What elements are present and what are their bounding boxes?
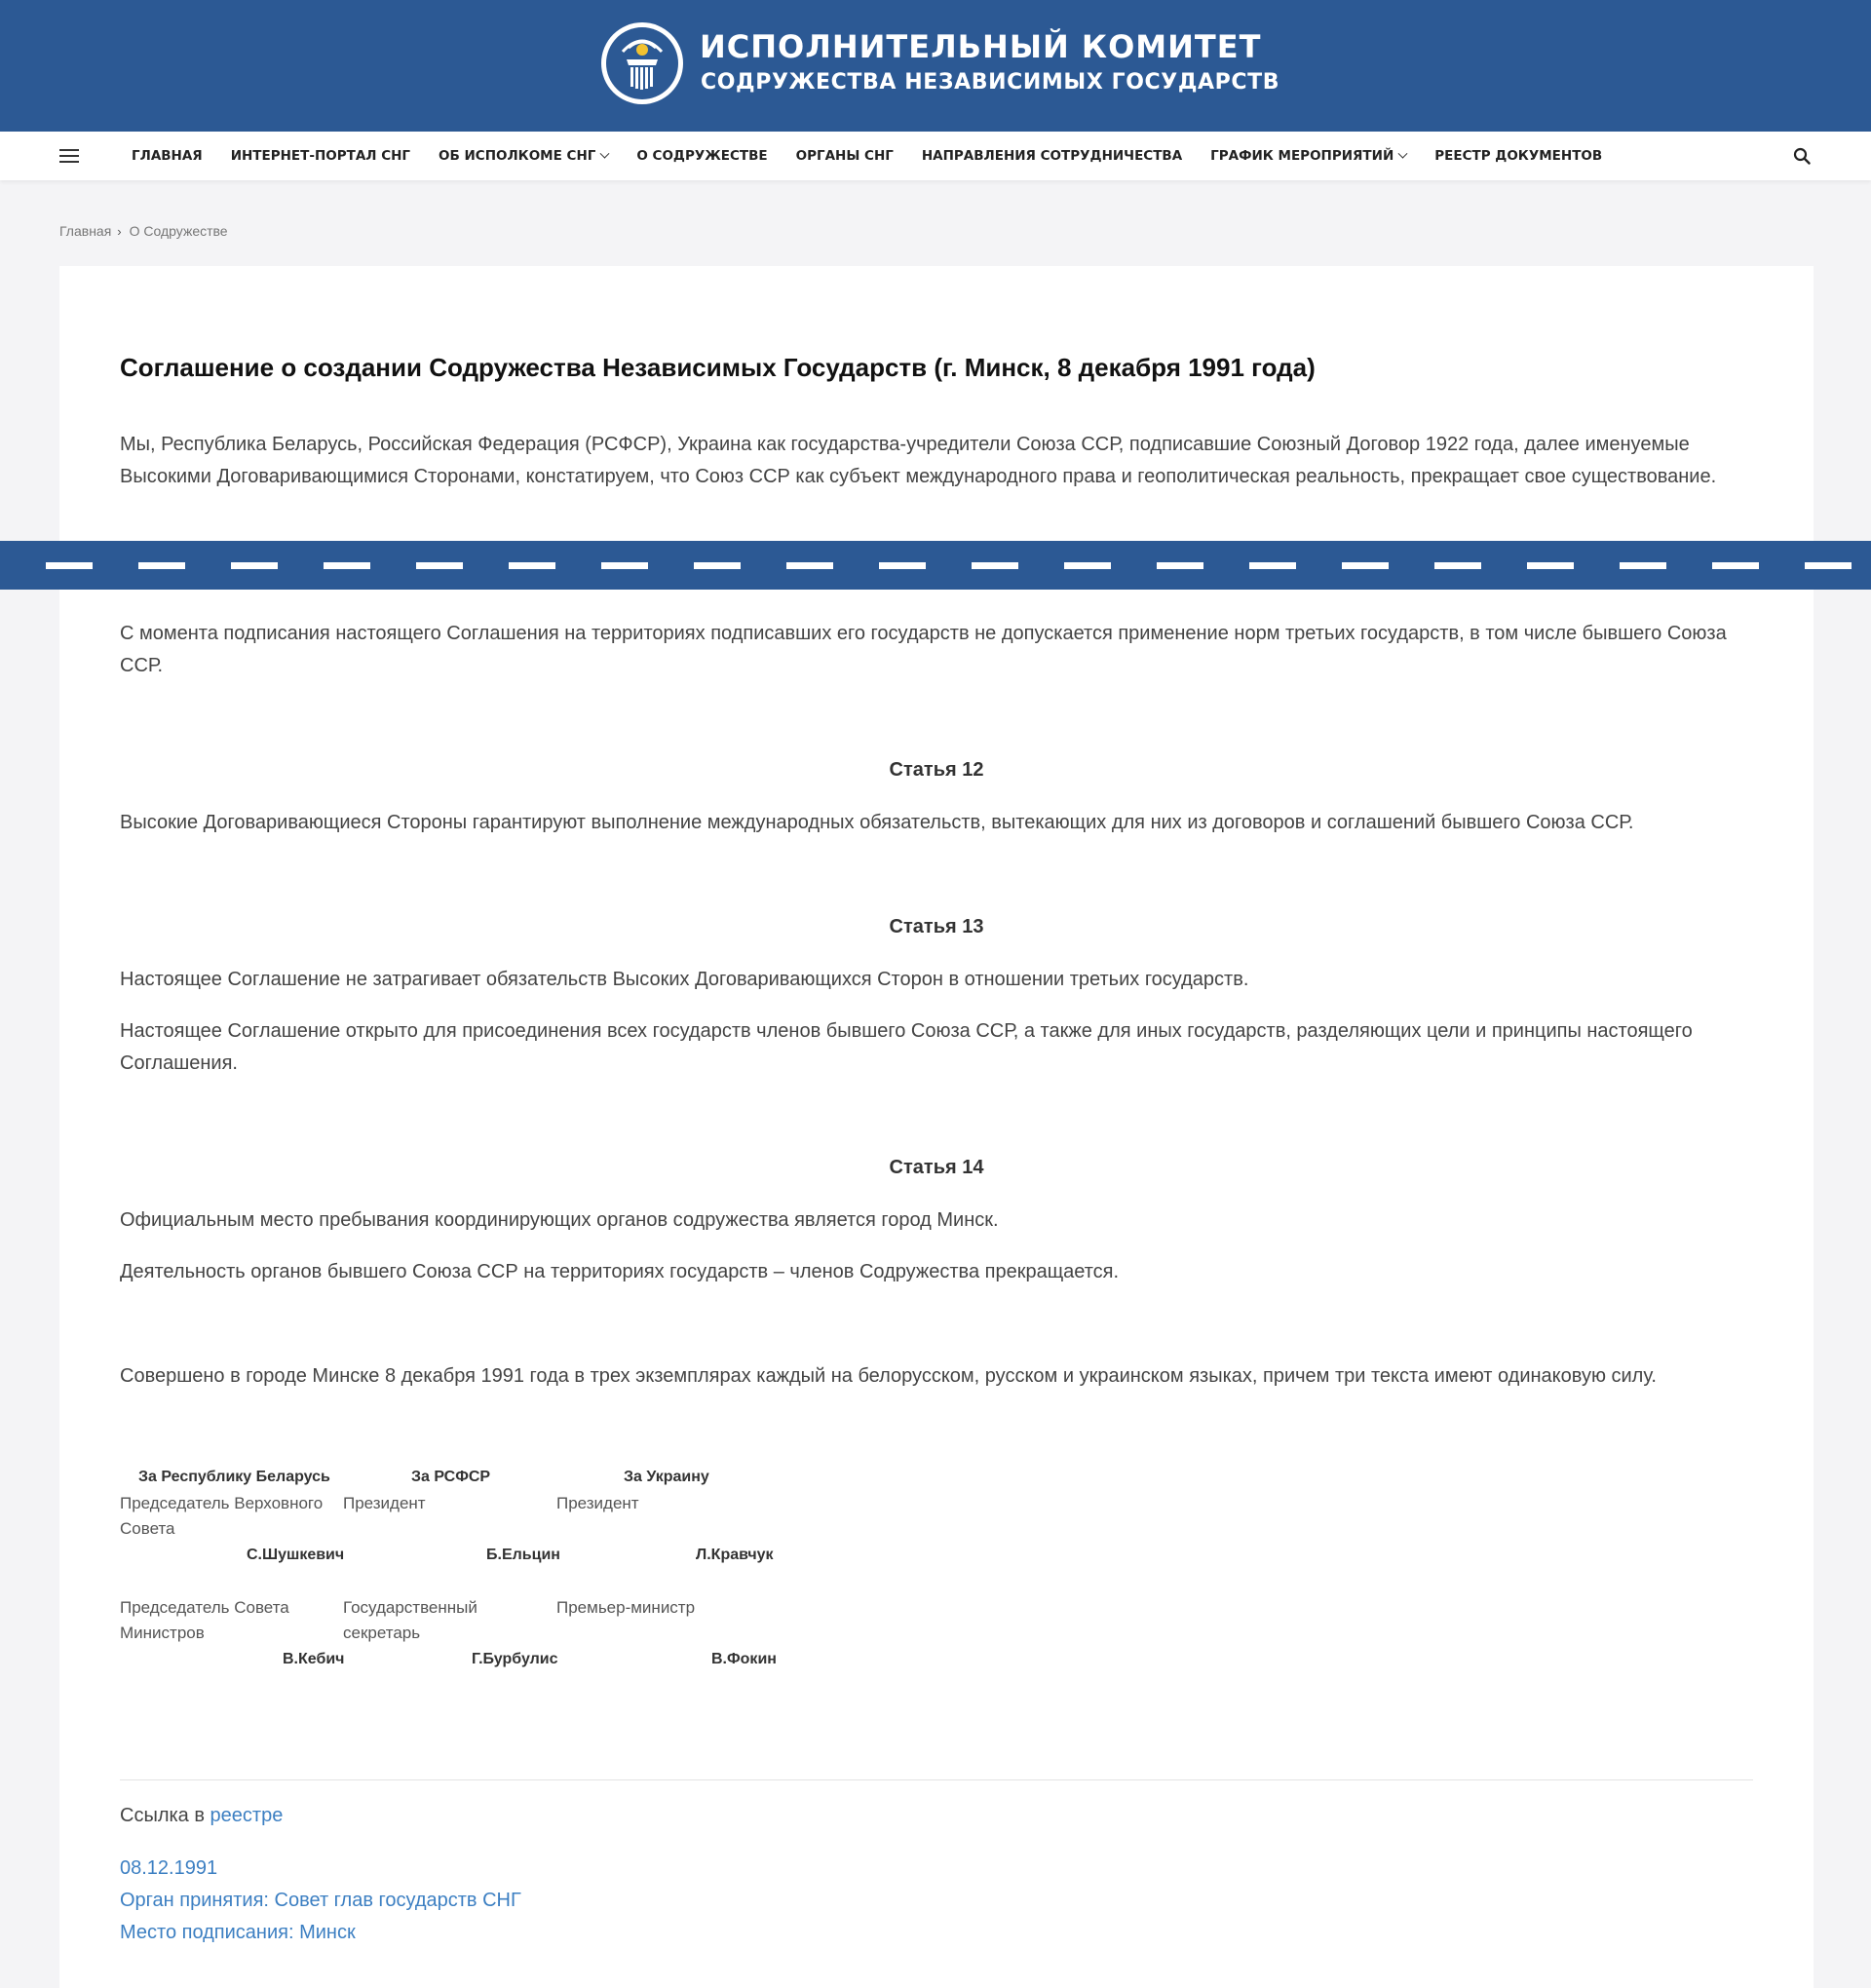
signatory-role: Премьер-министр	[556, 1598, 696, 1617]
page-title: Соглашение о создании Содружества Независимых Государств (г. Минск, 8 декабря 1991 года)	[120, 353, 1316, 382]
signature-heading-belarus: За Республику Беларусь	[138, 1469, 330, 1485]
registry-link[interactable]: реестре	[210, 1805, 284, 1826]
signing-place-link[interactable]: Место подписания: Минск	[120, 1922, 356, 1943]
registry-reference	[120, 1800, 283, 1832]
signatory-name: В.Кебич	[283, 1651, 345, 1667]
nav-item-cooperation[interactable]: НАПРАВЛЕНИЯ СОТРУДНИЧЕСТВА	[921, 148, 1183, 164]
main-navigation	[0, 132, 1871, 180]
article-13-paragraph-1: Настоящее Соглашение не затрагивает обязательств Высоких Договаривающихся Сторон в отношении третьих государств.	[120, 969, 1249, 990]
signature-heading-ukraine: За Украину	[624, 1469, 709, 1485]
signatory-name: С.Шушкевич	[247, 1547, 345, 1563]
content-card	[59, 266, 1814, 1988]
breadcrumb-current: О Содружестве	[129, 223, 228, 239]
breadcrumb	[59, 223, 228, 239]
adopting-organ-link[interactable]: Орган принятия: Совет глав государств СНГ	[120, 1890, 521, 1911]
preamble-paragraph: Мы, Республика Беларусь, Российская Федерация (РСФСР), Украина как государства-учредители Союза ССР, подписавшие Союзный Договор 1922 года, далее именуемые Высокими Договаривающимися Сторонами, констатируем, что Союз ССР как субъект международного права и геополитическая реальность, прекращает свое существование.	[120, 434, 1717, 487]
article-14-paragraph-2: Деятельность органов бывшего Союза ССР на территориях государств – членов Содружества прекращается.	[120, 1261, 1120, 1282]
article-13-paragraph-2: Настоящее Соглашение открыто для присоединения всех государств членов бывшего Союза ССР, а также для иных государств, разделяющих цели и принципы настоящего Соглашения.	[120, 1020, 1693, 1074]
signature-heading-rsfsr: За РСФСР	[411, 1469, 491, 1485]
article-12-paragraph: Высокие Договаривающиеся Стороны гарантируют выполнение международных обязательств, вытекающих для них из договоров и соглашений бывшего Союза ССР.	[120, 812, 1634, 833]
article-14-heading: Статья 14	[889, 1157, 984, 1178]
signatory-name: В.Фокин	[711, 1651, 777, 1667]
nav-item-cis-bodies[interactable]: ОРГАНЫ СНГ	[795, 148, 894, 164]
site-header	[0, 0, 1871, 132]
signatory-role: Председатель Совета Министров	[120, 1598, 289, 1642]
cis-emblem-logo[interactable]	[599, 20, 685, 106]
nav-item-document-registry[interactable]: РЕЕСТР ДОКУМЕНТОВ	[1434, 148, 1603, 164]
article-14-paragraph-1: Официальным место пребывания координирующих органов содружества является город Минск.	[120, 1209, 999, 1231]
divider	[120, 1779, 1753, 1780]
signatory-name: Г.Бурбулис	[472, 1651, 558, 1667]
brand-title-line1: ИСПОЛНИТЕЛЬНЫЙ КОМИТЕТ	[700, 28, 1262, 65]
search-icon[interactable]	[1793, 147, 1811, 165]
nav-item-portal[interactable]: ИНТЕРНЕТ-ПОРТАЛ СНГ	[230, 148, 411, 164]
page-cut-divider	[0, 541, 1871, 590]
breadcrumb-home[interactable]: Главная	[59, 223, 112, 239]
article-13-heading: Статья 13	[889, 916, 984, 937]
registry-prefix: Ссылка в	[120, 1805, 210, 1826]
nav-item-events-schedule[interactable]: ГРАФИК МЕРОПРИЯТИЙ	[1210, 148, 1406, 164]
signatory-role: Государственный секретарь	[343, 1598, 477, 1642]
nav-item-about-commonwealth[interactable]: О СОДРУЖЕСТВЕ	[636, 148, 768, 164]
nav-item-home[interactable]: ГЛАВНАЯ	[132, 148, 203, 164]
article-12-heading: Статья 12	[889, 759, 984, 781]
chevron-down-icon	[600, 148, 610, 158]
menu-icon[interactable]	[59, 148, 79, 164]
signatory-name: Б.Ельцин	[486, 1547, 560, 1563]
signatory-name: Л.Кравчук	[696, 1547, 774, 1563]
brand-title-line2: СОДРУЖЕСТВА НЕЗАВИСИМЫХ ГОСУДАРСТВ	[701, 70, 1280, 95]
nav-menu	[132, 132, 1630, 180]
signatory-role: Председатель Верховного Совета	[120, 1494, 324, 1538]
signatory-role: Президент	[343, 1494, 426, 1512]
paragraph-third-state-norms: С момента подписания настоящего Соглашения на территориях подписавших его государств не допускается применение норм третьих государств, в том числе бывшего Союза ССР.	[120, 623, 1727, 676]
chevron-down-icon	[1398, 148, 1408, 158]
signatory-role: Президент	[556, 1494, 639, 1512]
closing-paragraph: Совершено в городе Минске 8 декабря 1991 года в трех экземплярах каждый на белорусском, русском и украинском языках, причем три текста имеют одинаковую силу.	[120, 1365, 1657, 1387]
nav-item-about-executive-committee[interactable]: ОБ ИСПОЛКОМЕ СНГ	[439, 148, 608, 164]
document-date-link[interactable]: 08.12.1991	[120, 1857, 218, 1879]
chevron-right-icon: ›	[117, 223, 122, 239]
